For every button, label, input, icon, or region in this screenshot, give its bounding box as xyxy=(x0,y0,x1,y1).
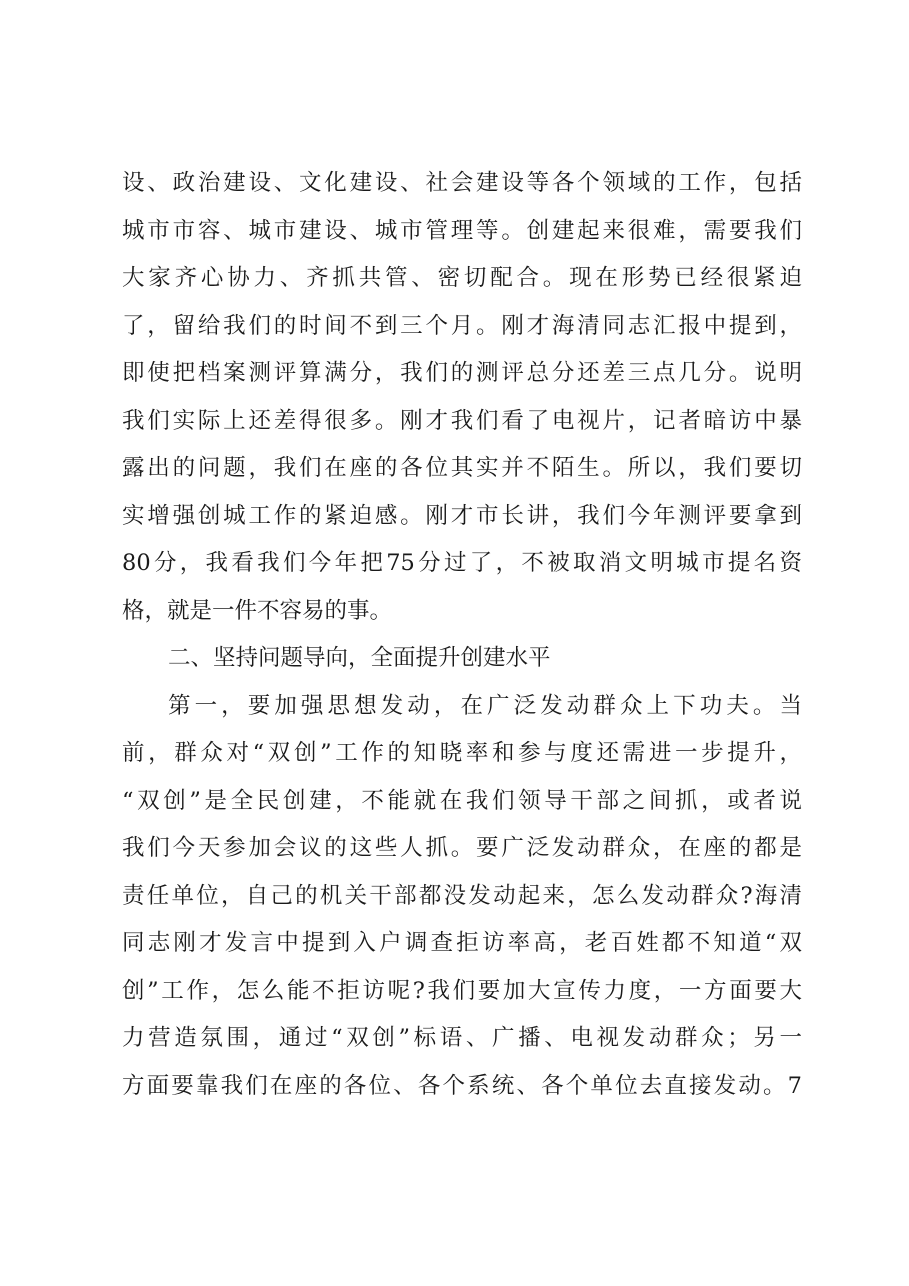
body-line: 创”工作，怎么能不拒访呢?我们要加大宣传力度，一方面要大 xyxy=(122,977,802,1004)
body-line: 了，留给我们的时间不到三个月。刚才海清同志汇报中提到， xyxy=(122,312,802,339)
body-line: 露出的问题，我们在座的各位其实并不陌生。所以，我们要切 xyxy=(122,455,802,481)
body-line: 实增强创城工作的紧迫感。刚才市长讲，我们今年测评要拿到 xyxy=(122,502,802,529)
body-line: “双创”是全民创建，不能就在我们领导干部之间抓，或者说 xyxy=(122,787,802,814)
body-line: 前，群众对“双创”工作的知晓率和参与度还需进一步提升， xyxy=(122,740,802,766)
body-line: 第一，要加强思想发动，在广泛发动群众上下功夫。当 xyxy=(168,692,802,719)
body-line: 城市市容、城市建设、城市管理等。创建起来很难，需要我们 xyxy=(122,217,802,244)
body-line: 格，就是一件不容易的事。 xyxy=(122,597,393,624)
section-heading: 二、坚持问题导向，全面提升创建水平 xyxy=(168,645,551,671)
body-line: 方面要靠我们在座的各位、各个系统、各个单位去直接发动。7 xyxy=(122,1072,802,1099)
body-line: 80分，我看我们今年把75分过了，不被取消文明城市提名资 xyxy=(122,550,802,576)
body-line: 同志刚才发言中提到入户调查拒访率高，老百姓都不知道“双 xyxy=(122,930,802,956)
body-line: 大家齐心协力、齐抓共管、密切配合。现在形势已经很紧迫 xyxy=(122,265,802,291)
body-line: 我们实际上还差得很多。刚才我们看了电视片，记者暗访中暴 xyxy=(122,407,802,434)
body-line: 力营造氛围，通过“双创”标语、广播、电视发动群众；另一 xyxy=(122,1025,802,1051)
body-line: 我们今天参加会议的这些人抓。要广泛发动群众，在座的都是 xyxy=(122,835,802,861)
body-line: 即使把档案测评算满分，我们的测评总分还差三点几分。说明 xyxy=(122,360,802,386)
body-line: 设、政治建设、文化建设、社会建设等各个领域的工作，包括 xyxy=(122,170,802,196)
document-body xyxy=(122,160,802,1110)
body-line: 责任单位，自己的机关干部都没发动起来，怎么发动群众?海清 xyxy=(122,882,802,909)
